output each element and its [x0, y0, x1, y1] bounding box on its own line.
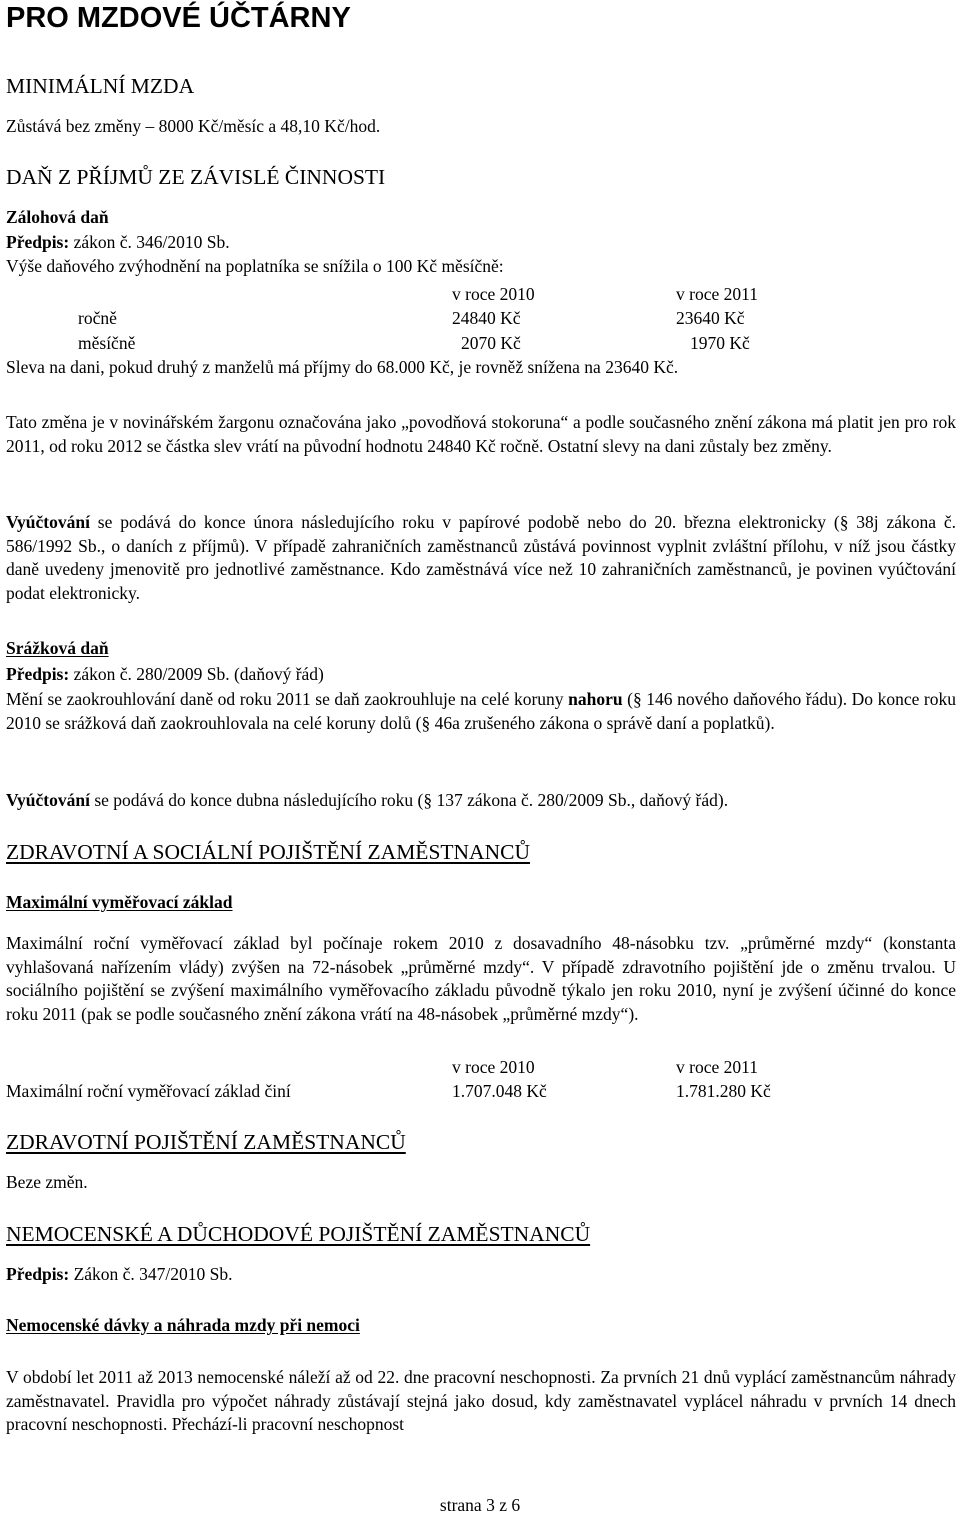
regulation-label: Předpis: [6, 664, 70, 684]
spouse-relief-note: Sleva na dani, pokud druhý z manželů má příjmy do 68.000 Kč, je rovněž snížena na 23640 Kč. [6, 357, 679, 377]
settlement-text: se podává do konce února následujícího roku v papírové podobě nebo do 20. března elektronicky (§ 38j zákona č. 586/1992 Sb., o daních z příjmů). V případě zahraničních zaměstnanců zůstává povinnost vyplnit zvláštní přílohu, v níž jsou částky daně uvedeny jmenovitě pro jednotlivé zaměstnance. Kdo zaměstnává více než 10 zahraničních zaměstnanců, je povinen vyúčtování podat elektronicky. [6, 512, 956, 603]
rounding-text-b: (§ 146 nového daňového řádu). Do konce roku 2010 se srážková daň zaokrouhlovala na celé koruny dolů (§ 46a zrušeného zákona o správě daní a poplatků). [6, 689, 956, 733]
col-header-2011: v roce 2011 [676, 1057, 758, 1077]
max-base-row-label: Maximální roční vyměřovací základ činí [6, 1081, 291, 1101]
health-insurance-text: Beze změn. [6, 1172, 88, 1192]
rounding-text-a: Mění se zaokrouhlování daně od roku 2011 se daň zaokrouhluje na celé koruny [6, 689, 569, 709]
regulation-label: Předpis: [6, 1264, 70, 1284]
max-base-heading: Maximální vyměřovací základ [6, 892, 233, 912]
health-insurance-heading: ZDRAVOTNÍ POJIŠTĚNÍ ZAMĚSTNANCŮ [6, 1130, 406, 1154]
sickness-benefits-heading: Nemocenské dávky a náhrada mzdy při nemoci [6, 1315, 360, 1335]
col-header-2011: v roce 2011 [676, 284, 758, 304]
tax-relief-intro: Výše daňového zvýhodnění na poplatníka se snížila o 100 Kč měsíčně: [6, 256, 504, 276]
rounding-paragraph [6, 688, 956, 735]
max-base-2011: 1.781.280 Kč [676, 1081, 771, 1101]
row-label-yearly: ročně [78, 308, 117, 328]
income-tax-heading: DAŇ Z PŘÍJMŮ ZE ZÁVISLÉ ČINNOSTI [6, 165, 386, 189]
advance-settlement-paragraph [6, 511, 956, 605]
page-title: PRO MZDOVÉ ÚČTÁRNY [6, 2, 351, 34]
advance-tax-heading: Zálohová daň [6, 207, 109, 227]
col-header-2010: v roce 2010 [452, 284, 535, 304]
withholding-settlement-paragraph [6, 790, 728, 811]
settlement-label: Vyúčtování [6, 512, 90, 532]
row-yearly-2011: 23640 Kč [676, 308, 745, 328]
page-number-footer: strana 3 z 6 [439, 1495, 521, 1515]
regulation-label: Předpis: [6, 232, 70, 252]
regulation-value: zákon č. 346/2010 Sb. [69, 232, 230, 252]
settlement-label: Vyúčtování [6, 790, 90, 810]
min-wage-heading: MINIMÁLNÍ MZDA [6, 74, 195, 98]
row-label-monthly: měsíčně [78, 333, 136, 353]
max-base-2010: 1.707.048 Kč [452, 1081, 547, 1101]
sickness-pension-heading: NEMOCENSKÉ A DŮCHODOVÉ POJIŠTĚNÍ ZAMĚSTNANCŮ [6, 1222, 591, 1246]
withholding-tax-heading: Srážková daň [6, 638, 109, 658]
row-yearly-2010: 24840 Kč [452, 308, 521, 328]
insurance-heading: ZDRAVOTNÍ A SOCIÁLNÍ POJIŠTĚNÍ ZAMĚSTNANCŮ [6, 840, 530, 864]
row-monthly-2010: 2070 Kč [461, 333, 521, 353]
max-base-paragraph: Maximální roční vyměřovací základ byl počínaje rokem 2010 z dosavadního 48-násobku tzv. „průměrné mzdy“ (konstanta vyhlašovaná nařízením vlády) zvýšen na 72-násobek „průměrné mzdy“. V případě zdravotního pojištění jde o změnu trvalou. U sociálního pojištění se zvýšení maximálního vyměřovacího základu původně týkalo jen roku 2010, nyní je zvýšení účinné do konce roku 2011 (pak se podle současného znění zákona vrátí na 48-násobek „průměrné mzdy“). [6, 933, 956, 1024]
rounding-up-emphasis: nahoru [568, 689, 623, 709]
regulation-value: zákon č. 280/2009 Sb. (daňový řád) [69, 664, 324, 684]
sickness-benefits-paragraph: V období let 2011 až 2013 nemocenské náleží až od 22. dne pracovní neschopnosti. Za prvních 21 dnů vyplácí zaměstnancům náhrady zaměstnavatel. Pravidla pro výpočet náhrady zůstávají stejná jako dosud, kdy zaměstnavatel vyplácel náhradu v prvních 14 dnech pracovní neschopnosti. Přechází-li pracovní neschopnost [6, 1367, 956, 1434]
col-header-2010: v roce 2010 [452, 1057, 535, 1077]
withholding-tax-regulation [6, 664, 324, 685]
row-monthly-2011: 1970 Kč [690, 333, 750, 353]
min-wage-text: Zůstává bez změny – 8000 Kč/měsíc a 48,10 Kč/hod. [6, 116, 381, 136]
regulation-value: Zákon č. 347/2010 Sb. [69, 1264, 233, 1284]
sickness-regulation [6, 1264, 233, 1285]
settlement-text: se podává do konce dubna následujícího roku (§ 137 zákona č. 280/2009 Sb., daňový řád). [89, 790, 729, 810]
advance-tax-regulation [6, 232, 230, 253]
flood-crown-paragraph: Tato změna je v novinářském žargonu označována jako „povodňová stokoruna“ a podle současného znění zákona má platit jen pro rok 2011, od roku 2012 se částka slev vrátí na původní hodnotu 24840 Kč ročně. Ostatní slevy na dani zůstaly bez změny. [6, 412, 956, 456]
